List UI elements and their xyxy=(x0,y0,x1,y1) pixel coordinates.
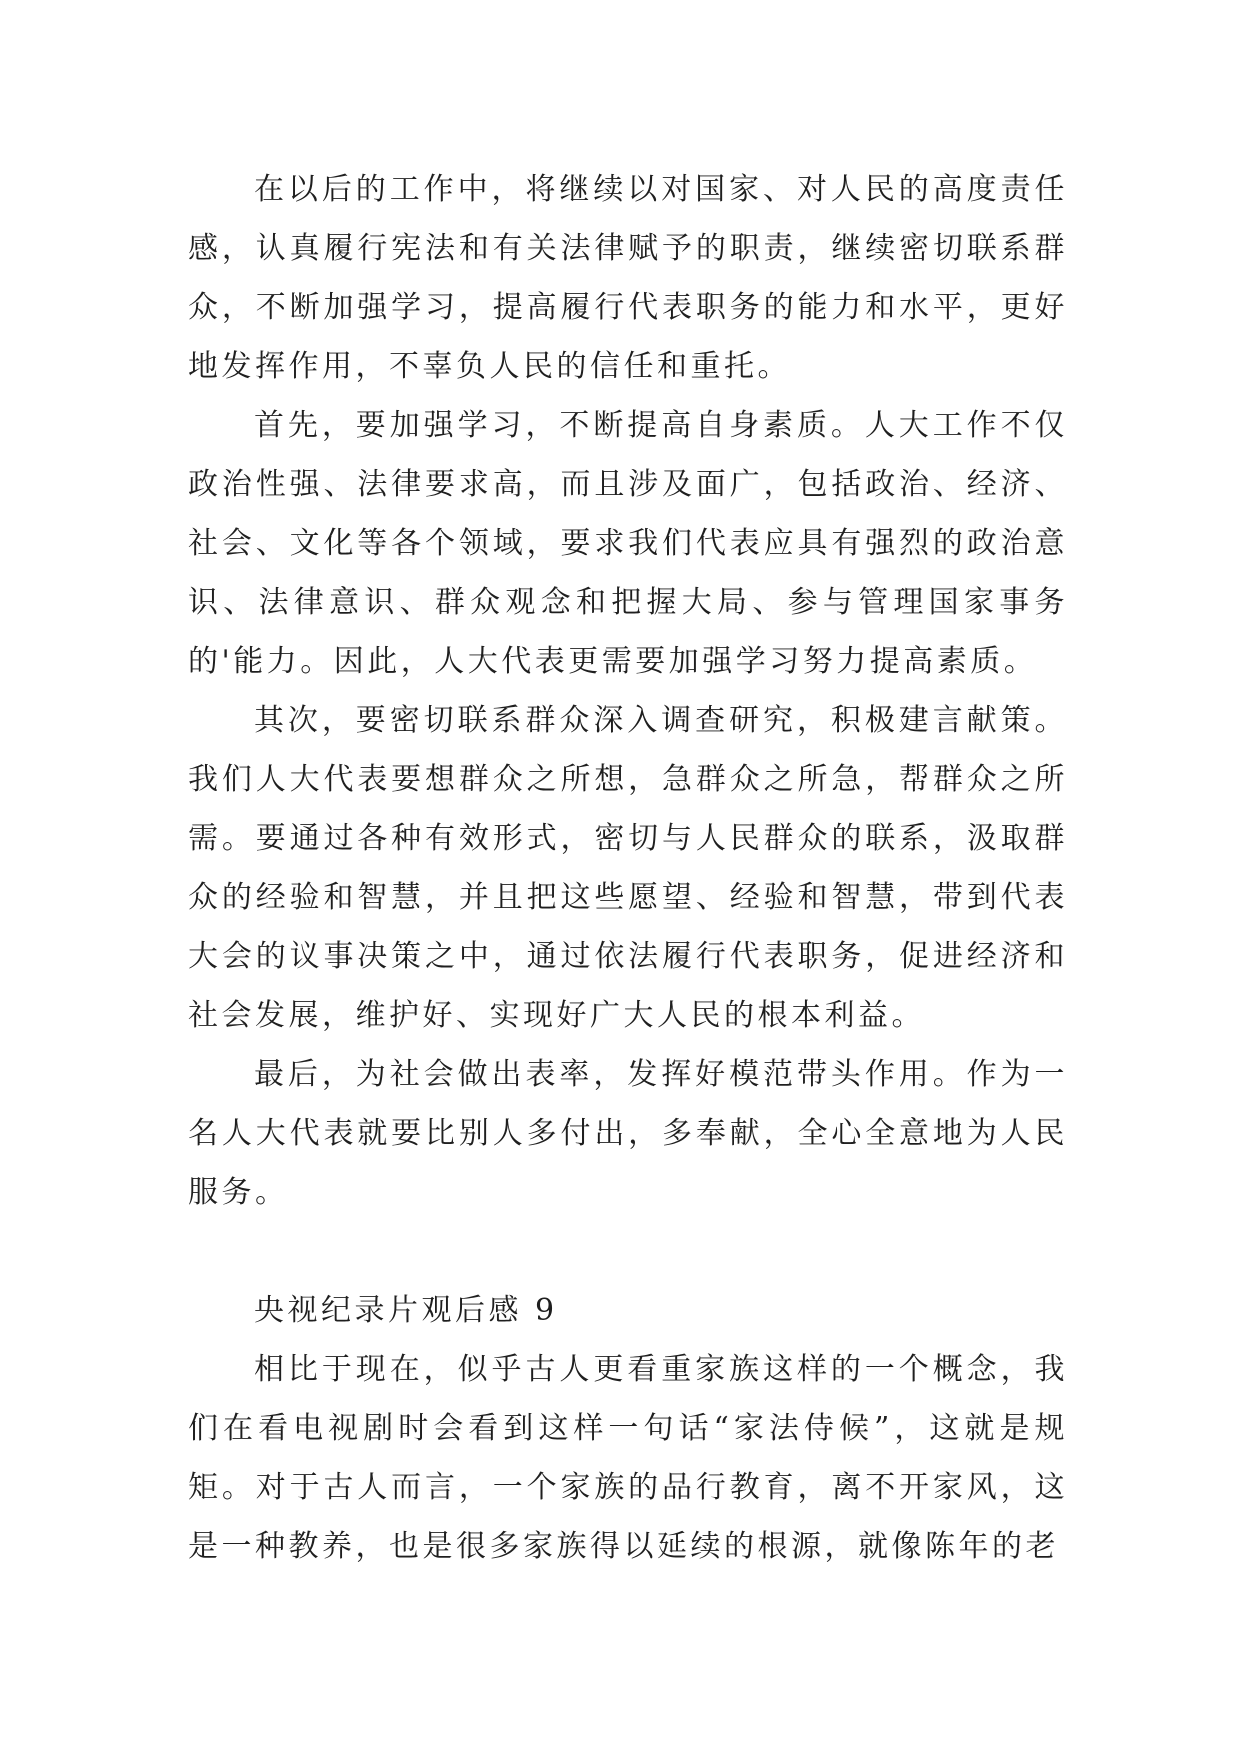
paragraph-family-tradition: 相比于现在，似乎古人更看重家族这样的一个概念，我们在看电视剧时会看到这样一句话“家法侍候”，这就是规矩。对于古人而言，一个家族的品行教育，离不开家风，这是一种教养，也是很多家族得以延续的根源，就像陈年的老 xyxy=(188,1352,1068,1564)
section-heading: 央视纪录片观后感 9 xyxy=(254,1293,558,1328)
section-spacer xyxy=(188,1222,1068,1281)
document-page xyxy=(188,160,1068,1576)
paragraph-last-set-example: 最后，为社会做出表率，发挥好模范带头作用。作为一名人大代表就要比别人多付出，多奉献，全心全意地为人民服务。 xyxy=(188,1057,1068,1210)
paragraph-second-contact-masses: 其次，要密切联系群众深入调查研究，积极建言献策。我们人大代表要想群众之所想，急群众之所急，帮群众之所需。要通过各种有效形式，密切与人民群众的联系，汲取群众的经验和智慧，并且把这些愿望、经验和智慧，带到代表大会的议事决策之中，通过依法履行代表职务，促进经济和社会发展，维护好、实现好广大人民的根本利益。 xyxy=(188,703,1068,1033)
paragraph-commitment: 在以后的工作中，将继续以对国家、对人民的高度责任感，认真履行宪法和有关法律赋予的职责，继续密切联系群众，不断加强学习，提高履行代表职务的能力和水平，更好地发挥作用，不辜负人民的信任和重托。 xyxy=(188,172,1068,384)
paragraph-first-study: 首先，要加强学习，不断提高自身素质。人大工作不仅政治性强、法律要求高，而且涉及面广，包括政治、经济、社会、文化等各个领域，要求我们代表应具有强烈的政治意识、法律意识、群众观念和把握大局、参与管理国家事务的'能力。因此，人大代表更需要加强学习努力提高素质。 xyxy=(188,408,1068,679)
